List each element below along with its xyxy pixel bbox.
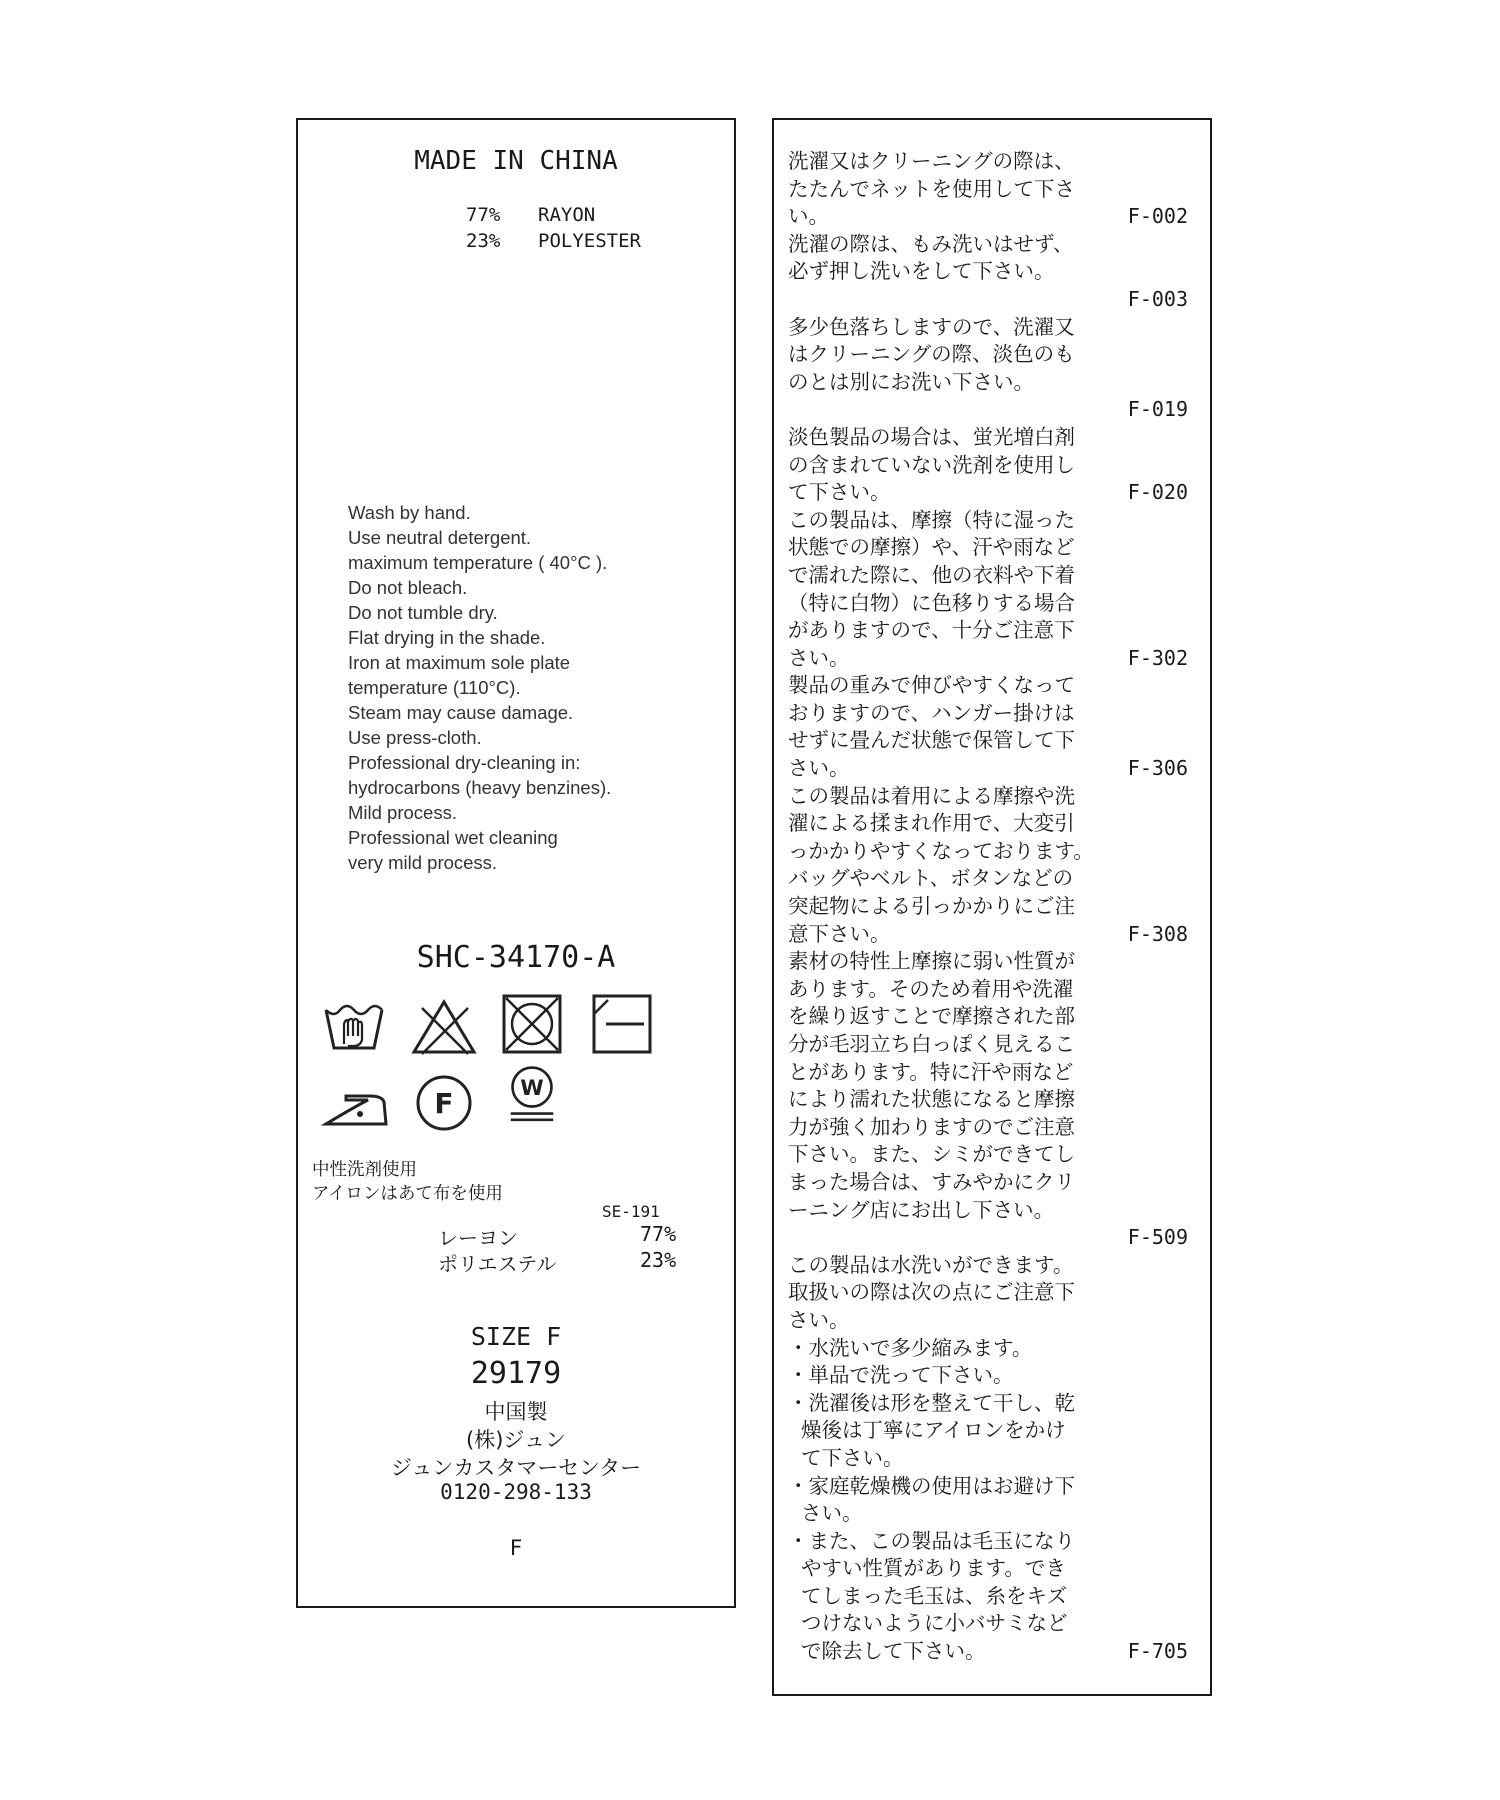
note-text: 取扱いの際は次の点にご注意下 (788, 1280, 1075, 1305)
note-line (788, 1197, 1188, 1225)
note-text: あります。そのため着用や洗濯 (788, 976, 1074, 1001)
care-notes-jp (788, 148, 1188, 1666)
product-code: SHC-34170-A (416, 940, 616, 975)
made-in-text: MADE IN CHINA (414, 146, 618, 176)
note-text: やすい性質があります。でき (788, 1556, 1066, 1581)
note-text: さい。 (788, 645, 850, 670)
note-line (788, 1610, 1188, 1638)
note-line (788, 865, 1188, 893)
note-line (788, 1583, 1188, 1611)
note-text: たたんでネットを使用して下さ (788, 176, 1075, 201)
note-text: 下さい。また、シミができてし (788, 1142, 1075, 1167)
note-line (788, 1555, 1188, 1583)
note-text: まった場合は、すみやかにクリ (788, 1169, 1075, 1194)
note-text: 必ず押し洗いをして下さい。 (788, 259, 1055, 284)
note-text: を繰り返すことで摩擦された部 (788, 1004, 1075, 1029)
note-text: により濡れた状態になると摩擦 (788, 1087, 1075, 1112)
item-number: 29179 (470, 1356, 562, 1391)
note-text: で濡れた際に、他の衣料や下着 (788, 562, 1075, 587)
note-text: 多少色落ちしますので、洗濯又 (788, 314, 1075, 339)
note-text: っかかりやすくなっております。 (788, 838, 1094, 863)
note-text: て下さい。 (788, 480, 891, 505)
note-line (788, 314, 1188, 342)
note-line (788, 921, 1188, 949)
note-line (788, 148, 1188, 176)
note-text: ーニング店にお出し下さい。 (788, 1197, 1055, 1222)
note-text: で除去して下さい。 (788, 1639, 986, 1664)
note-code: F-308 (1127, 921, 1188, 946)
note-text: ・単品で洗って下さい。 (788, 1363, 1014, 1388)
dry-clean-f-icon (410, 1072, 478, 1134)
svg-text:F: F (434, 1087, 454, 1120)
note-text: てしまった毛玉は、糸をキズ (788, 1583, 1068, 1608)
note-text: がありますので、十分ご注意下 (788, 618, 1075, 643)
note-text: 突起物による引っかかりにご注 (788, 894, 1075, 919)
note-line (788, 1031, 1188, 1059)
note-text: とがあります。特に汗や雨など (788, 1059, 1074, 1084)
note-text: はクリーニングの際、淡色のも (788, 342, 1075, 367)
note-line (788, 1638, 1188, 1666)
care-label-right (772, 118, 1212, 1696)
no-tumble-dry-icon (498, 992, 566, 1054)
care-line: Use press-cloth. (348, 727, 482, 748)
note-text: ・また、この製品は毛玉になり (788, 1528, 1075, 1553)
note-line (788, 1445, 1188, 1473)
note-text: ・水洗いで多少縮みます。 (788, 1335, 1033, 1360)
note-code: F-509 (1127, 1225, 1188, 1250)
note-line (788, 341, 1188, 369)
note-line (788, 1500, 1188, 1528)
note-line (788, 286, 1188, 314)
note-code: F-002 (1127, 204, 1188, 229)
note-text: せずに畳んだ状態で保管して下 (788, 728, 1075, 753)
customer-center: ジュンカスタマーセンター (390, 1456, 642, 1480)
note-text: バッグやベルト、ボタンなどの (788, 866, 1074, 891)
note-line (788, 1362, 1188, 1390)
iron-low-icon (320, 1076, 388, 1138)
note-line (788, 1059, 1188, 1087)
note-text: 分が毛羽立ち白っぽく見えるこ (788, 1032, 1075, 1056)
note-text: さい。 (788, 1307, 850, 1332)
care-label-left (296, 118, 736, 1608)
note-line (788, 176, 1188, 204)
note-text: 燥後は丁寧にアイロンをかけ (788, 1418, 1066, 1443)
note-line (788, 258, 1188, 286)
care-line: very mild process. (348, 852, 498, 873)
note-line (788, 590, 1188, 618)
note-line (788, 479, 1188, 507)
note-line (788, 1224, 1188, 1252)
note-text: 製品の重みで伸びやすくなって (788, 673, 1075, 698)
note-text: 洗濯又はクリーニングの際は、 (788, 149, 1075, 173)
note-line (788, 1307, 1188, 1335)
size-text: SIZE F (470, 1322, 562, 1351)
note-text: つけないように小バサミなど (788, 1611, 1068, 1636)
note-line (788, 534, 1188, 562)
note-code: F-306 (1127, 756, 1188, 781)
svg-text:W: W (520, 1076, 544, 1101)
note-text: の含まれていない洗剤を使用し (788, 452, 1075, 477)
flat-dry-shade-icon (588, 992, 656, 1054)
note-text: おりますので、ハンガー掛けは (788, 700, 1075, 725)
note-line (788, 1141, 1188, 1169)
note-line (788, 645, 1188, 673)
note-text: （特に白物）に色移りする場合 (788, 590, 1075, 615)
care-instructions-en (348, 500, 611, 875)
fiber-name-1: RAYON (538, 204, 596, 226)
note-text: 状態での摩擦）や、汗や雨など (788, 535, 1075, 560)
company-name: (株)ジュン (466, 1428, 566, 1452)
note-line (788, 810, 1188, 838)
note-line (788, 893, 1188, 921)
note-line (788, 1417, 1188, 1445)
note-line (788, 1528, 1188, 1556)
note-line (788, 562, 1188, 590)
hand-wash-40-icon (320, 996, 388, 1058)
note-line (788, 369, 1188, 397)
care-line: Iron at maximum sole plate (348, 652, 571, 673)
note-line (788, 1169, 1188, 1197)
note-code: F-302 (1127, 645, 1188, 670)
size-letter: F (509, 1536, 523, 1560)
note-jp-1: 中性洗剤使用 (312, 1160, 417, 1180)
care-line: Professional dry-cleaning in: (348, 752, 581, 773)
care-line: Flat drying in the shade. (348, 627, 546, 648)
note-line (788, 755, 1188, 783)
fiber-pct-2: 23% (466, 230, 501, 252)
care-line: Do not bleach. (348, 577, 468, 598)
fiber-name-2: POLYESTER (538, 230, 641, 252)
wet-clean-w-icon (498, 1064, 566, 1126)
note-text: この製品は水洗いができます。 (788, 1252, 1074, 1277)
care-line: Mild process. (348, 802, 457, 823)
note-line (788, 617, 1188, 645)
note-text: 意下さい。 (788, 921, 891, 946)
fiber-jp-name-1: レーヨン (438, 1226, 518, 1250)
note-line (788, 700, 1188, 728)
note-line (788, 1003, 1188, 1031)
note-text: い。 (788, 204, 829, 229)
note-line (788, 1086, 1188, 1114)
fiber-jp-pct-2: 23% (640, 1248, 677, 1272)
note-text: 素材の特性上摩擦に弱い性質が (788, 949, 1075, 974)
note-line (788, 1390, 1188, 1418)
note-line (788, 727, 1188, 755)
note-code: F-019 (1127, 397, 1188, 422)
note-text: のとは別にお洗い下さい。 (788, 369, 1034, 394)
note-line (788, 203, 1188, 231)
care-line: maximum temperature ( 40°C ). (348, 552, 608, 573)
fiber-pct-1: 77% (466, 204, 501, 226)
care-line: temperature (110°C). (348, 677, 521, 698)
note-line (788, 1473, 1188, 1501)
note-text: 洗濯の際は、もみ洗いはせず、 (788, 231, 1074, 256)
note-line (788, 1279, 1188, 1307)
note-text: この製品は着用による摩擦や洗 (788, 783, 1075, 808)
note-text: さい。 (788, 756, 850, 781)
note-text: 力が強く加わりますのでご注意 (788, 1114, 1075, 1139)
note-text: この製品は、摩擦（特に湿った (788, 507, 1075, 532)
note-text: さい。 (788, 1501, 863, 1526)
fiber-jp-pct-1: 77% (640, 1222, 677, 1246)
note-code: F-003 (1127, 286, 1188, 311)
no-bleach-icon (410, 996, 478, 1058)
origin-jp: 中国製 (484, 1400, 548, 1424)
note-text: 濯による揉まれ作用で、大変引 (788, 811, 1075, 836)
fiber-jp-name-2: ポリエステル (438, 1252, 557, 1276)
care-line: hydrocarbons (heavy benzines). (348, 777, 612, 798)
note-line (788, 231, 1188, 259)
note-line (788, 452, 1188, 480)
note-line (788, 783, 1188, 811)
note-line (788, 976, 1188, 1004)
note-line (788, 672, 1188, 700)
note-line (788, 948, 1188, 976)
note-line (788, 396, 1188, 424)
care-line: Wash by hand. (348, 502, 471, 523)
care-line: Use neutral detergent. (348, 527, 532, 548)
note-line (788, 1252, 1188, 1280)
care-line: Professional wet cleaning (348, 827, 558, 848)
note-line (788, 838, 1188, 866)
note-line (788, 1114, 1188, 1142)
phone-number: 0120-298-133 (440, 1480, 592, 1504)
note-code: F-020 (1127, 480, 1188, 505)
care-line: Steam may cause damage. (348, 702, 574, 723)
note-text: ・家庭乾燥機の使用はお避け下 (788, 1473, 1075, 1498)
note-text: ・洗濯後は形を整えて干し、乾 (788, 1390, 1075, 1415)
care-line: Do not tumble dry. (348, 602, 498, 623)
note-line (788, 507, 1188, 535)
note-text: 淡色製品の場合は、蛍光増白剤 (788, 424, 1075, 449)
note-jp-2: アイロンはあて布を使用 (312, 1184, 503, 1204)
note-line (788, 1335, 1188, 1363)
note-line (788, 424, 1188, 452)
note-code: F-705 (1127, 1639, 1188, 1664)
se-code: SE-191 (602, 1202, 660, 1221)
note-text: て下さい。 (788, 1445, 904, 1470)
